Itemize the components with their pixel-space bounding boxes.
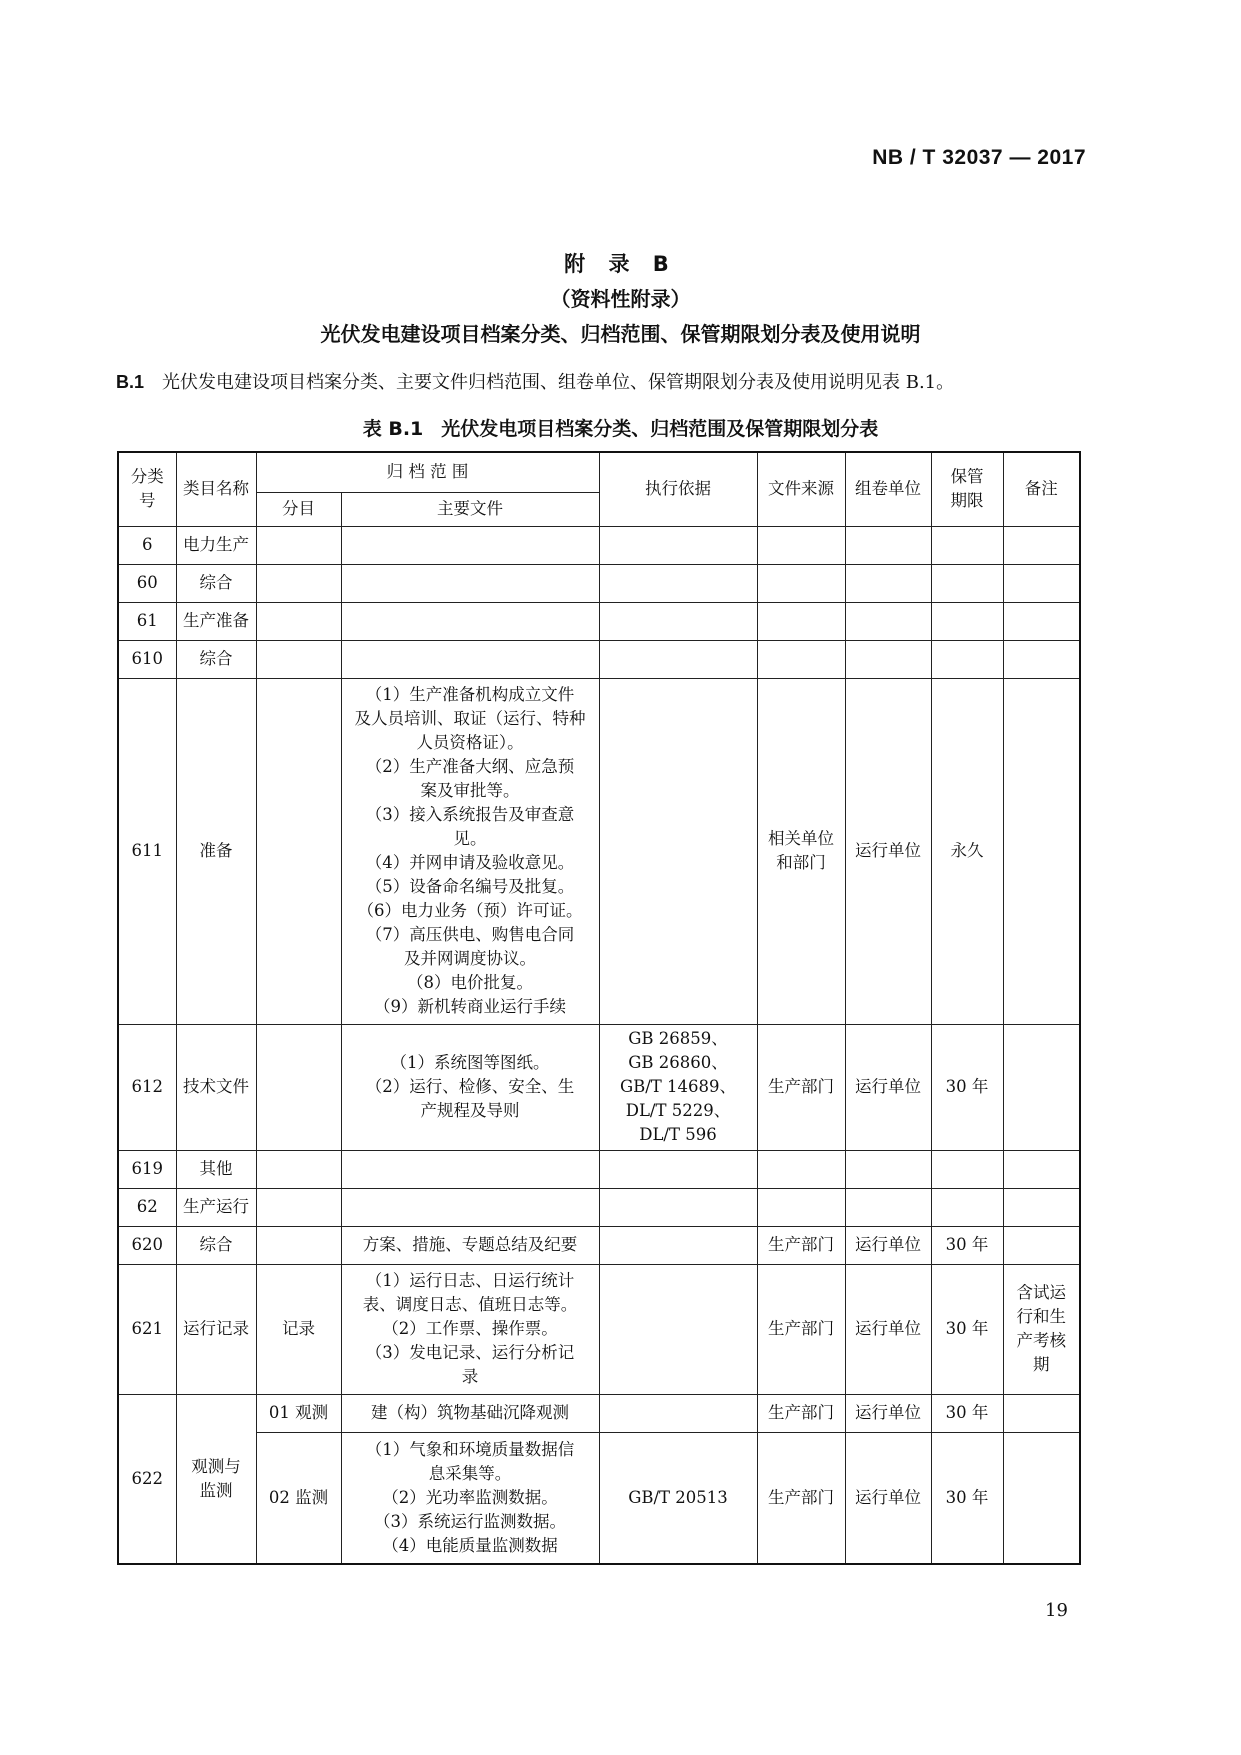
row-note-label: 含试运行和生产考核期 bbox=[1016, 1283, 1066, 1374]
table-row bbox=[118, 1150, 1080, 1188]
file-line: 及人员培训、取证（运行、特种 bbox=[354, 709, 586, 728]
file-line: （1）运行日志、日运行统计 bbox=[365, 1271, 575, 1290]
file-line: （3）系统运行监测数据。 bbox=[374, 1511, 566, 1531]
header-source: 文件来源 bbox=[757, 452, 845, 526]
header-period-label: 保管期限 bbox=[950, 467, 984, 511]
row-unit: 运行单位 bbox=[845, 678, 931, 1024]
table-row bbox=[118, 640, 1080, 678]
row-code: 621 bbox=[118, 1264, 176, 1394]
header-code bbox=[118, 452, 176, 526]
row-period: 30 年 bbox=[931, 1264, 1003, 1394]
file-line: 案及审批等。 bbox=[420, 781, 520, 800]
header-note: 备注 bbox=[1003, 452, 1080, 526]
header-basis: 执行依据 bbox=[599, 452, 757, 526]
row-period: 30 年 bbox=[931, 1432, 1003, 1564]
file-line: （1）系统图等图纸。 bbox=[390, 1053, 550, 1072]
file-line: 产规程及导则 bbox=[420, 1101, 520, 1120]
archive-classification-table bbox=[117, 451, 1081, 1565]
table-row bbox=[118, 1432, 1080, 1564]
table-row bbox=[118, 526, 1080, 564]
file-line: （4）并网申请及验收意见。 bbox=[365, 853, 575, 872]
header-period bbox=[931, 452, 1003, 526]
basis-line: DL/T 5229、 bbox=[625, 1101, 731, 1120]
row-name: 综合 bbox=[176, 1226, 256, 1264]
row-basis: GB/T 20513 bbox=[599, 1432, 757, 1564]
clause-text: 光伏发电建设项目档案分类、主要文件归档范围、组卷单位、保管期限划分表及使用说明见表 B.1。 bbox=[162, 372, 955, 393]
row-period: 30 年 bbox=[931, 1024, 1003, 1150]
file-line: （1）气象和环境质量数据信 bbox=[365, 1439, 575, 1459]
row-name: 生产准备 bbox=[176, 602, 256, 640]
row-unit: 运行单位 bbox=[845, 1024, 931, 1150]
row-files bbox=[341, 1432, 599, 1564]
table-row bbox=[118, 1394, 1080, 1432]
file-line: （8）电价批复。 bbox=[407, 973, 533, 992]
row-code: 610 bbox=[118, 640, 176, 678]
row-unit: 运行单位 bbox=[845, 1226, 931, 1264]
clause-b1 bbox=[116, 368, 1126, 394]
row-sub: 记录 bbox=[256, 1264, 341, 1394]
basis-line: DL/T 596 bbox=[639, 1125, 717, 1144]
table-row bbox=[118, 678, 1080, 1024]
table-row bbox=[118, 564, 1080, 602]
basis-line: GB 26859、 bbox=[628, 1029, 728, 1048]
row-name: 综合 bbox=[176, 640, 256, 678]
row-unit: 运行单位 bbox=[845, 1432, 931, 1564]
row-source: 生产部门 bbox=[757, 1024, 845, 1150]
row-files bbox=[341, 1264, 599, 1394]
header-files: 主要文件 bbox=[341, 492, 599, 526]
row-unit: 运行单位 bbox=[845, 1264, 931, 1394]
file-line: 人员资格证）。 bbox=[416, 733, 524, 752]
table-row bbox=[118, 1226, 1080, 1264]
file-line: （3）发电记录、运行分析记 bbox=[365, 1343, 575, 1362]
row-name: 生产运行 bbox=[176, 1188, 256, 1226]
row-code: 620 bbox=[118, 1226, 176, 1264]
page-number: 19 bbox=[1045, 1600, 1068, 1621]
file-line: 见。 bbox=[453, 829, 487, 848]
file-line: （7）高压供电、购售电合同 bbox=[365, 925, 575, 944]
row-sub: 02 监测 bbox=[256, 1432, 341, 1564]
table-caption-number: 表 B.1 bbox=[362, 418, 424, 440]
file-line: （6）电力业务（预）许可证。 bbox=[357, 901, 583, 920]
row-source-label: 相关单位和部门 bbox=[767, 829, 834, 872]
row-code: 61 bbox=[118, 602, 176, 640]
row-source: 生产部门 bbox=[757, 1394, 845, 1432]
row-source: 生产部门 bbox=[757, 1264, 845, 1394]
appendix-heading: 光伏发电建设项目档案分类、归档范围、保管期限划分表及使用说明 bbox=[320, 322, 921, 346]
row-sub: 01 观测 bbox=[256, 1394, 341, 1432]
table-row bbox=[118, 1188, 1080, 1226]
row-code: 622 bbox=[118, 1394, 176, 1564]
file-line: 表、调度日志、值班日志等。 bbox=[362, 1295, 578, 1314]
file-line: （9）新机转商业运行手续 bbox=[374, 997, 566, 1016]
row-code: 62 bbox=[118, 1188, 176, 1226]
row-code: 60 bbox=[118, 564, 176, 602]
row-basis bbox=[599, 1024, 757, 1150]
file-line: （5）设备命名编号及批复。 bbox=[365, 877, 575, 896]
table-caption-text: 光伏发电项目档案分类、归档范围及保管期限划分表 bbox=[441, 418, 879, 440]
row-unit: 运行单位 bbox=[845, 1394, 931, 1432]
row-note bbox=[1003, 1264, 1080, 1394]
row-name: 准备 bbox=[176, 678, 256, 1024]
row-code: 612 bbox=[118, 1024, 176, 1150]
row-period: 30 年 bbox=[931, 1394, 1003, 1432]
row-files: 方案、措施、专题总结及纪要 bbox=[341, 1226, 599, 1264]
table-row bbox=[118, 1024, 1080, 1150]
file-line: （2）光功率监测数据。 bbox=[382, 1487, 558, 1507]
row-files bbox=[341, 678, 599, 1024]
clause-number: B.1 bbox=[116, 372, 145, 392]
row-name: 技术文件 bbox=[176, 1024, 256, 1150]
row-code: 6 bbox=[118, 526, 176, 564]
file-line: （2）生产准备大纲、应急预 bbox=[365, 757, 575, 776]
row-name-label: 观测与监测 bbox=[191, 1456, 241, 1500]
file-line: （3）接入系统报告及审查意 bbox=[365, 805, 575, 824]
header-scope: 归 档 范 围 bbox=[256, 452, 599, 492]
file-line: （4）电能质量监测数据 bbox=[382, 1535, 558, 1555]
table-row bbox=[118, 1264, 1080, 1394]
appendix-subtitle: （资料性附录） bbox=[550, 287, 691, 311]
appendix-title: 附 录 B bbox=[564, 252, 677, 276]
file-line: （2）工作票、操作票。 bbox=[382, 1319, 558, 1338]
file-line: （2）运行、检修、安全、生 bbox=[365, 1077, 575, 1096]
row-name: 其他 bbox=[176, 1150, 256, 1188]
basis-line: GB/T 14689、 bbox=[619, 1077, 737, 1096]
row-files bbox=[341, 1024, 599, 1150]
row-period: 永久 bbox=[931, 678, 1003, 1024]
file-line: 及并网调度协议。 bbox=[404, 949, 536, 968]
row-period: 30 年 bbox=[931, 1226, 1003, 1264]
table-row bbox=[118, 602, 1080, 640]
row-code: 619 bbox=[118, 1150, 176, 1188]
file-line: （1）生产准备机构成立文件 bbox=[365, 685, 575, 704]
row-source bbox=[757, 678, 845, 1024]
table-caption bbox=[0, 414, 1241, 441]
file-line: 息采集等。 bbox=[428, 1463, 512, 1483]
header-unit: 组卷单位 bbox=[845, 452, 931, 526]
document-code: NB / T 32037 — 2017 bbox=[872, 146, 1086, 169]
row-code: 611 bbox=[118, 678, 176, 1024]
row-source: 生产部门 bbox=[757, 1226, 845, 1264]
row-name bbox=[176, 1394, 256, 1564]
row-name: 综合 bbox=[176, 564, 256, 602]
row-files: 建（构）筑物基础沉降观测 bbox=[341, 1394, 599, 1432]
basis-line: GB 26860、 bbox=[628, 1053, 728, 1072]
row-source: 生产部门 bbox=[757, 1432, 845, 1564]
header-name: 类目名称 bbox=[176, 452, 256, 526]
header-sub: 分目 bbox=[256, 492, 341, 526]
row-name: 运行记录 bbox=[176, 1264, 256, 1394]
file-line: 录 bbox=[461, 1367, 479, 1386]
row-name: 电力生产 bbox=[176, 526, 256, 564]
header-code-label: 分类号 bbox=[130, 467, 164, 511]
